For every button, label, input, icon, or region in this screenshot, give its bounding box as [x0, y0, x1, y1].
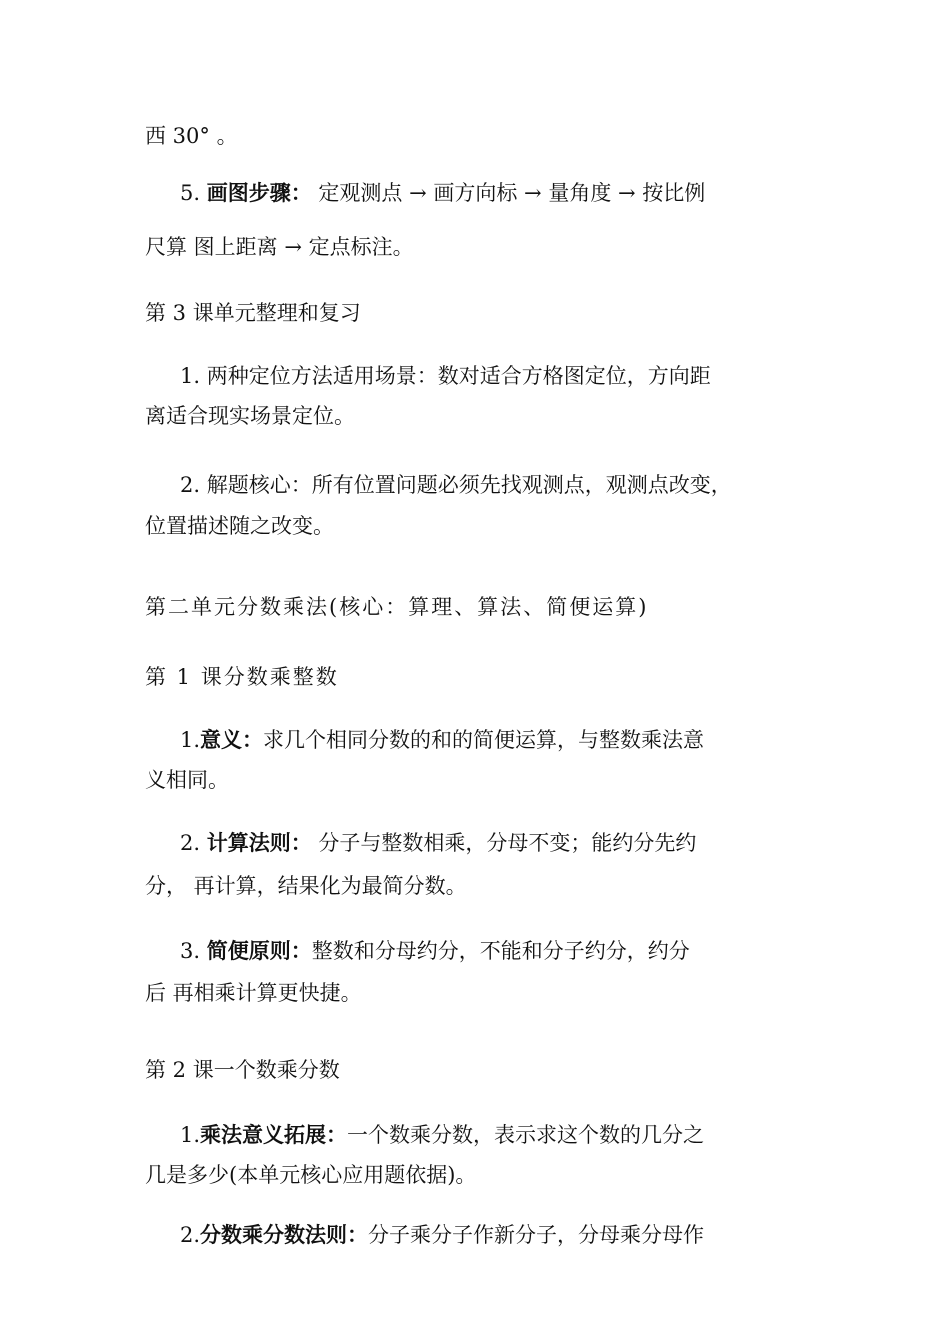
text-line: 几是多少(本单元核心应用题依据)。 — [145, 1163, 477, 1187]
bold-term: 计算法则： — [206, 831, 312, 855]
unit-heading: 第二单元分数乘法(核心：算理、算法、简便运算) — [145, 595, 649, 619]
rule-item — [180, 1225, 704, 1246]
text-line: 离适合现实场景定位。 — [145, 404, 355, 428]
item-number: 2. — [180, 831, 201, 855]
lesson-heading: 第 2 课一个数乘分数 — [145, 1058, 340, 1082]
text-line: 尺算 图上距离 → 定点标注。 — [145, 235, 414, 259]
text-line: 义相同。 — [145, 768, 229, 792]
text-line: 位置描述随之改变。 — [145, 514, 334, 538]
item-number: 5. — [180, 181, 201, 205]
rule-item — [180, 1125, 704, 1146]
step-item — [180, 183, 705, 204]
text-line: 西 30° 。 — [145, 124, 238, 148]
bold-term: 简便原则： — [206, 939, 312, 963]
item-number: 3. — [180, 939, 201, 963]
bold-term: 画图步骤： — [206, 181, 312, 205]
rule-item — [180, 833, 696, 854]
text-line: 后 再相乘计算更快捷。 — [145, 981, 362, 1005]
item-text: 分子乘分子作新分子，分母乘分母作 — [368, 1223, 705, 1247]
item-text: 一个数乘分数，表示求这个数的几分之 — [347, 1123, 705, 1147]
text-line: 2. 解题核心：所有位置问题必须先找观测点，观测点改变， — [180, 473, 732, 497]
item-text: 求几个相同分数的和的简便运算，与整数乘法意 — [263, 728, 705, 752]
bold-term: 乘法意义拓展： — [200, 1123, 348, 1147]
item-text: 分子与整数相乘，分母不变；能约分先约 — [318, 831, 697, 855]
text-line: 1. 两种定位方法适用场景：数对适合方格图定位，方向距 — [180, 364, 711, 388]
rule-item — [180, 730, 704, 751]
item-number: 1. — [180, 1123, 201, 1147]
lesson-heading: 第 1 课分数乘整数 — [145, 665, 339, 689]
item-number: 2. — [180, 1223, 201, 1247]
item-text: 整数和分母约分，不能和分子约分，约分 — [311, 939, 690, 963]
item-text: 定观测点 → 画方向标 → 量角度 → 按比例 — [318, 181, 706, 205]
bold-term: 意义： — [200, 728, 264, 752]
text-line: 分， 再计算，结果化为最简分数。 — [145, 874, 467, 898]
rule-item — [180, 941, 690, 962]
bold-term: 分数乘分数法则： — [200, 1223, 369, 1247]
lesson-heading: 第 3 课单元整理和复习 — [145, 301, 361, 325]
item-number: 1. — [180, 728, 201, 752]
